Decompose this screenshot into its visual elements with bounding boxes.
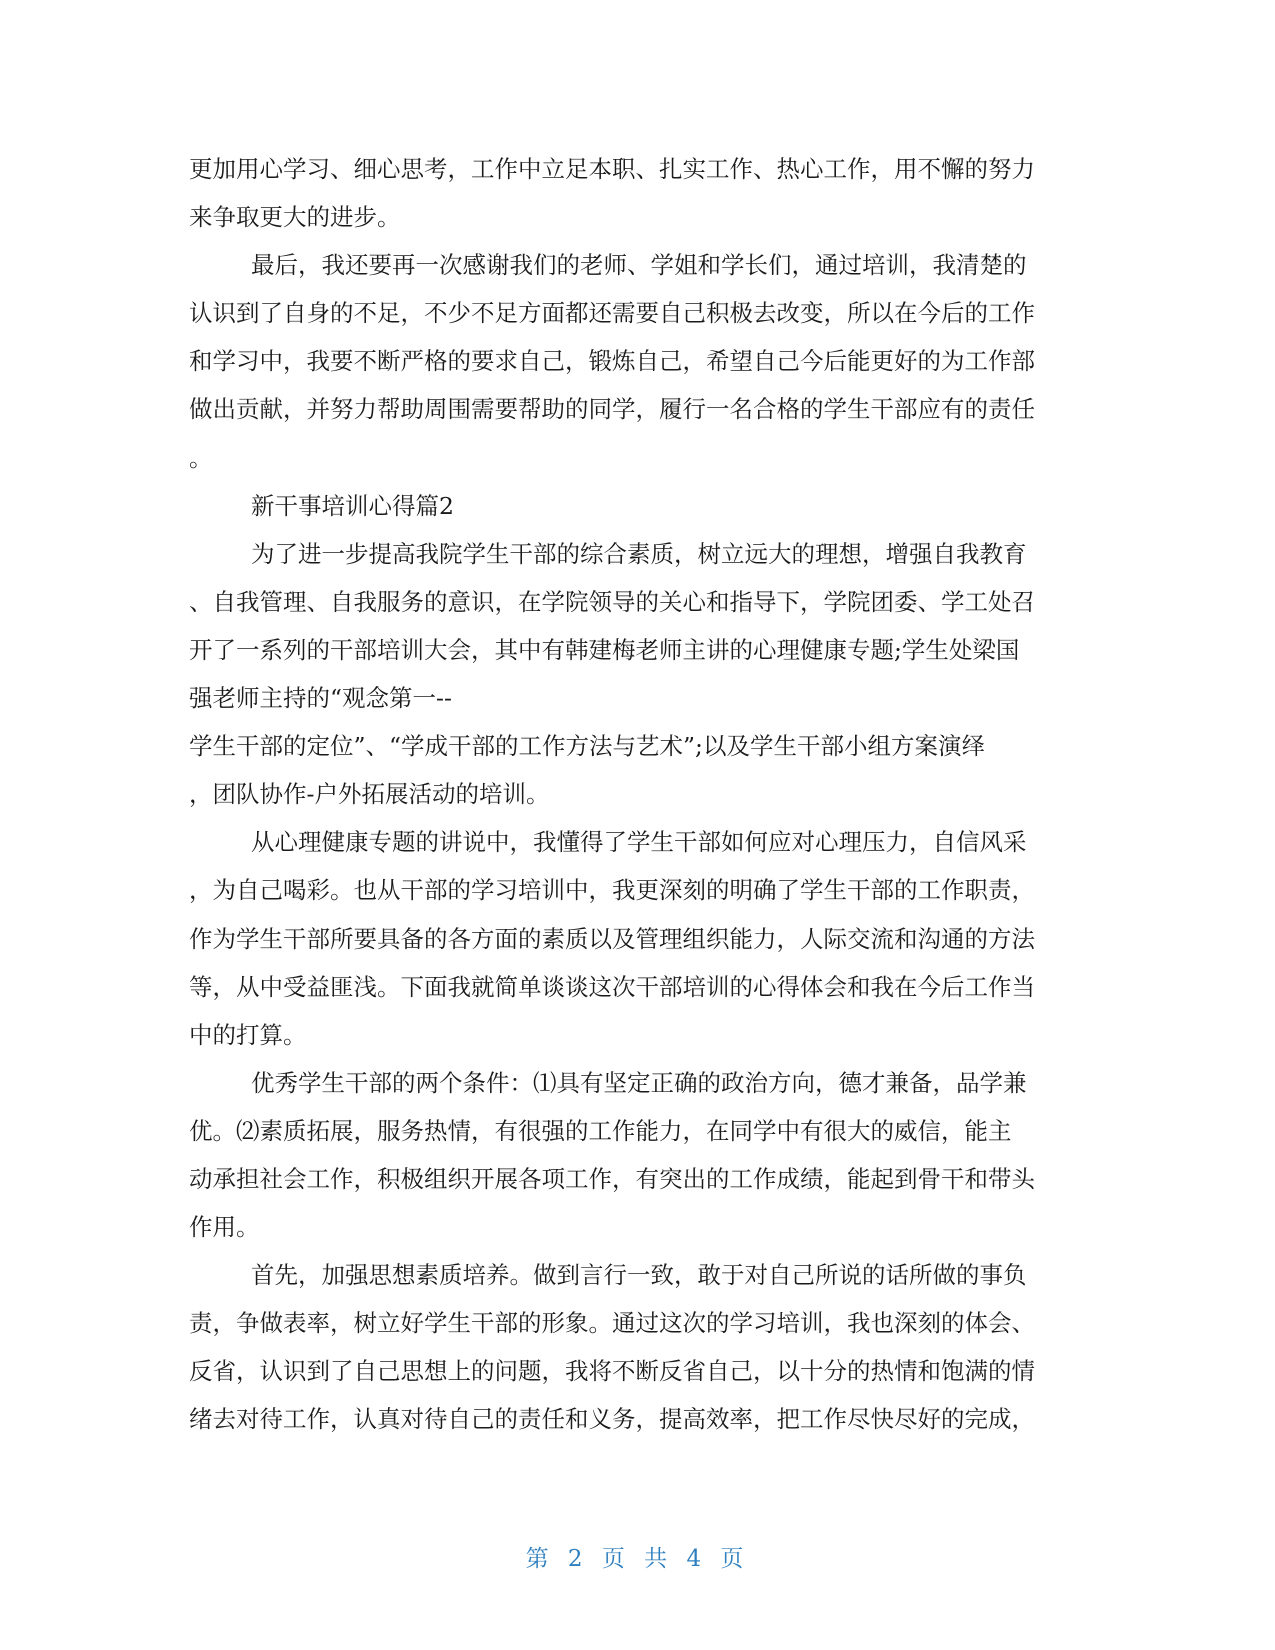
paragraph-p6 xyxy=(189,1059,1094,1251)
paragraph-p7 xyxy=(189,1251,1094,1443)
text-line: 和学习中，我要不断严格的要求自己，锻炼自己，希望自己今后能更好的为工作部 xyxy=(189,347,1035,376)
document-body xyxy=(189,145,1094,1444)
text-line: 反省，认识到了自己思想上的问题，我将不断反省自己，以十分的热情和饱满的情 xyxy=(189,1357,1035,1386)
paragraph-p5 xyxy=(189,818,1094,1058)
paragraph-p2 xyxy=(189,241,1094,481)
text-line: ，为自己喝彩。也从干部的学习培训中，我更深刻的明确了学生干部的工作职责， xyxy=(189,876,1035,905)
text-line: 认识到了自身的不足，不少不足方面都还需要自己积极去改变，所以在今后的工作 xyxy=(189,299,1035,328)
text-line: 作用。 xyxy=(189,1213,260,1242)
text-line: 最后，我还要再一次感谢我们的老师、学姐和学长们，通过培训，我清楚的 xyxy=(251,251,1027,280)
text-line: 开了一系列的干部培训大会，其中有韩建梅老师主讲的心理健康专题;学生处梁国 xyxy=(189,635,1020,664)
text-line: 更加用心学习、细心思考，工作中立足本职、扎实工作、热心工作，用不懈的努力 xyxy=(189,155,1035,183)
text-line: 等，从中受益匪浅。下面我就简单谈谈这次干部培训的心得体会和我在今后工作当 xyxy=(189,972,1035,1001)
text-line: 为了进一步提高我院学生干部的综合素质，树立远大的理想，增强自我教育 xyxy=(251,539,1027,568)
text-line: 。 xyxy=(189,443,213,472)
text-line: 作为学生干部所要具备的各方面的素质以及管理组织能力，人际交流和沟通的方法 xyxy=(189,924,1035,953)
page-footer: 第 2 页 共 4 页 xyxy=(525,1546,750,1572)
text-line: 动承担社会工作，积极组织开展各项工作，有突出的工作成绩，能起到骨干和带头 xyxy=(189,1164,1035,1193)
text-line: 优。⑵素质拓展，服务热情，有很强的工作能力，在同学中有很大的威信，能主 xyxy=(189,1116,1012,1145)
text-line: 中的打算。 xyxy=(189,1020,307,1049)
text-line: 绪去对待工作，认真对待自己的责任和义务，提高效率，把工作尽快尽好的完成， xyxy=(189,1405,1035,1434)
text-line: 学生干部的定位”、“学成干部的工作方法与艺术”;以及学生干部小组方案演绎 xyxy=(189,732,985,761)
text-line: ，团队协作-户外拓展活动的培训。 xyxy=(189,780,550,809)
text-line: 来争取更大的进步。 xyxy=(189,203,401,232)
paragraph-p4 xyxy=(189,530,1094,819)
paragraph-p1 xyxy=(189,145,1094,241)
text-line: 责，争做表率，树立好学生干部的形象。通过这次的学习培训，我也深刻的体会、 xyxy=(189,1309,1035,1338)
text-line: 做出贡献，并努力帮助周围需要帮助的同学，履行一名合格的学生干部应有的责任 xyxy=(189,395,1035,424)
text-line: 、自我管理、自我服务的意识，在学院领导的关心和指导下，学院团委、学工处召 xyxy=(189,587,1035,616)
paragraph-p3 xyxy=(189,482,1094,530)
text-line: 强老师主持的“观念第一-- xyxy=(189,684,452,713)
text-line: 从心理健康专题的讲说中，我懂得了学生干部如何应对心理压力，自信风采 xyxy=(251,828,1027,857)
text-line: 首先，加强思想素质培养。做到言行一致，敢于对自己所说的话所做的事负 xyxy=(251,1261,1027,1290)
text-line: 优秀学生干部的两个条件：⑴具有坚定正确的政治方向，德才兼备，品学兼 xyxy=(251,1068,1027,1097)
text-line: 新干事培训心得篇2 xyxy=(251,491,454,520)
